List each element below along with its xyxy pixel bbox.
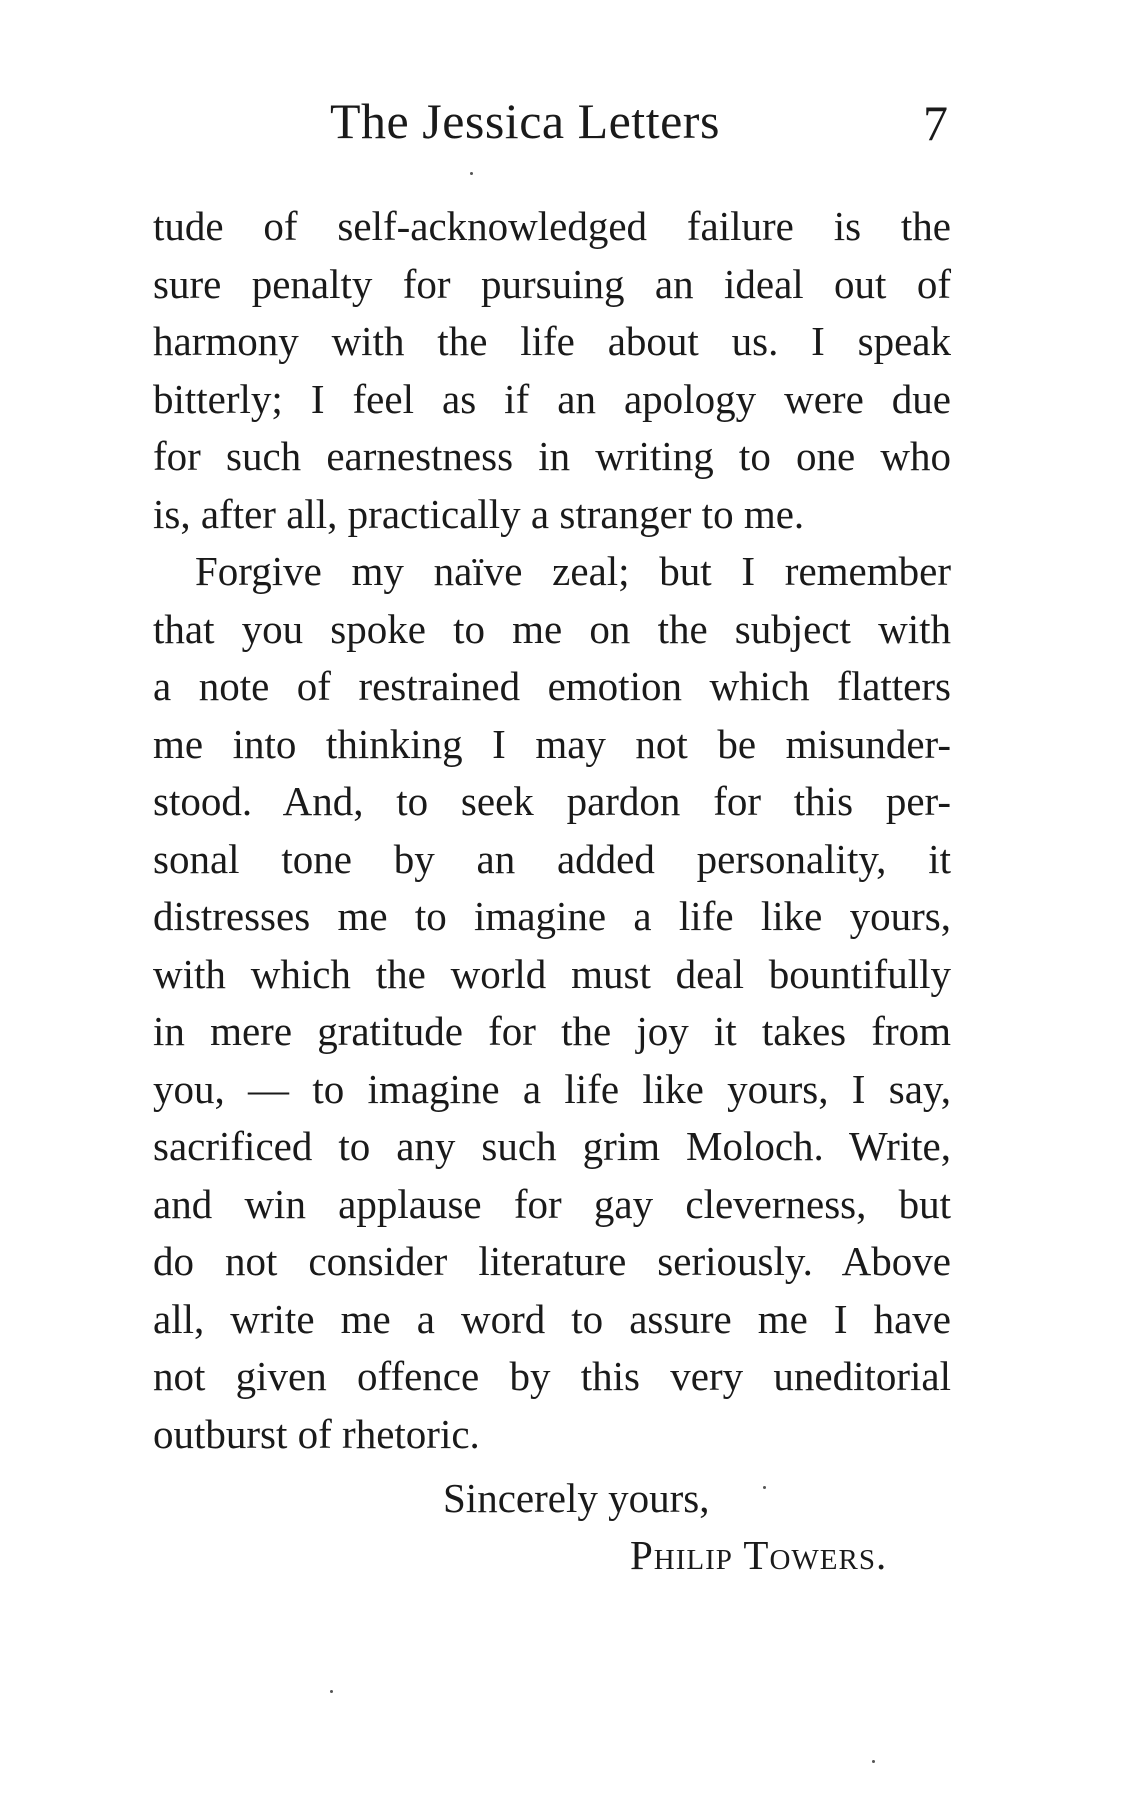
text-line: outburst of rhetoric. (153, 1410, 480, 1457)
text-line: distresses me to imagine a life like yours, (153, 893, 951, 939)
text-line: stood. And, to seek pardon for this per- (153, 778, 951, 824)
paper-speck (330, 1690, 333, 1693)
closing-salutation: Sincerely yours, (443, 1475, 710, 1521)
text-line: and win applause for gay cleverness, but (153, 1180, 951, 1227)
page-number: 7 (923, 95, 948, 151)
letter-body (153, 198, 951, 1463)
text-line: for such earnestness in writing to one who (153, 433, 951, 479)
text-line: bitterly; I feel as if an apology were due (153, 375, 951, 422)
paper-speck (470, 172, 473, 175)
text-line: not given offence by this very uneditorial (153, 1353, 951, 1399)
text-line: harmony with the life about us. I speak (153, 318, 951, 364)
text-line: with which the world must deal bountifully (153, 950, 951, 997)
text-line: tude of self-acknowledged failure is the (153, 203, 951, 249)
running-head (150, 92, 948, 152)
paper-speck (872, 1760, 875, 1763)
text-line: sonal tone by an added personality, it (153, 835, 951, 882)
text-line: a note of restrained emotion which flatters (153, 663, 951, 709)
text-line: me into thinking I may not be misunder- (153, 720, 951, 767)
text-line: do not consider literature seriously. Above (153, 1238, 951, 1284)
running-title: The Jessica Letters (330, 93, 720, 149)
text-line: Forgive my naïve zeal; but I remember (195, 548, 951, 594)
signature: Philip Towers. (630, 1532, 888, 1578)
text-line: is, after all, practically a stranger to me. (153, 490, 805, 537)
paper-speck (763, 1486, 766, 1489)
text-line: sure penalty for pursuing an ideal out of (153, 260, 951, 307)
text-line: you, — to imagine a life like yours, I say, (153, 1065, 951, 1112)
text-line: that you spoke to me on the subject with (153, 605, 951, 652)
text-line: all, write me a word to assure me I have (153, 1295, 951, 1342)
text-line: sacrificed to any such grim Moloch. Write, (153, 1123, 951, 1169)
text-line: in mere gratitude for the joy it takes from (153, 1008, 951, 1054)
